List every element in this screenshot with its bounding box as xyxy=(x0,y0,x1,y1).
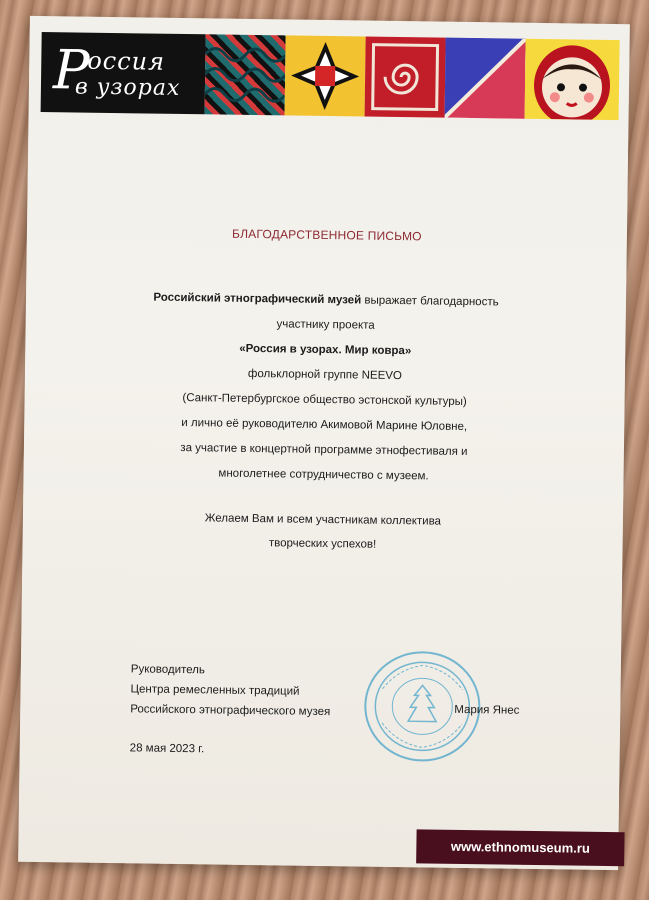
signatory-role-3: Российского этнографического музея xyxy=(130,703,331,719)
pattern-tile-waves xyxy=(205,34,286,115)
body-line-7: за участие в концертной программе этнофестиваля и xyxy=(180,441,468,459)
signatory-role-1: Руководитель xyxy=(130,663,205,677)
body-line-4: фольклорной группе NEEVO xyxy=(247,367,403,383)
signatory-name: Мария Янес xyxy=(454,703,520,717)
body-line-6: и лично её руководителю Акимовой Марине Юловне, xyxy=(181,417,468,433)
wish-line-1: Желаем Вам и всем участникам коллектива xyxy=(204,512,442,528)
letter-date: 28 мая 2023 г. xyxy=(129,742,205,756)
pattern-tile-patchwork xyxy=(445,38,526,119)
website-link[interactable]: www.ethnomuseum.ru xyxy=(450,838,590,856)
museum-name: Российский этнографический музей xyxy=(153,291,362,307)
wish-line-2: творческих успехов! xyxy=(268,537,377,551)
wishes-block xyxy=(82,505,563,560)
logo-big-letter: Р xyxy=(52,38,90,102)
letter-title: БЛАГОДАРСТВЕННОЕ ПИСЬМО xyxy=(231,226,422,244)
project-logo xyxy=(41,32,206,114)
signatory-block xyxy=(130,659,331,722)
letter-sheet xyxy=(18,16,630,870)
signatory-role-2: Центра ремесленных традиций xyxy=(130,683,300,698)
footer-bar xyxy=(416,829,624,866)
body-line-5: (Санкт-Петербургское общество эстонской культуры) xyxy=(182,392,467,408)
pattern-tile-star xyxy=(285,35,366,116)
logo-word-2: в узорах xyxy=(74,74,181,101)
pattern-tile-spiral xyxy=(365,37,446,118)
matryoshka-tile xyxy=(525,39,620,120)
logo-word-1: оссия xyxy=(87,46,166,76)
letter-body xyxy=(83,285,566,492)
header-banner xyxy=(41,32,620,120)
project-name: «Россия в узорах. Мир ковра» xyxy=(239,342,412,358)
body-line-8: многолетнее сотрудничество с музеем. xyxy=(218,467,429,483)
body-line-2: участнику проекта xyxy=(276,318,375,332)
body-line-1-rest: выражает благодарность xyxy=(361,294,499,309)
